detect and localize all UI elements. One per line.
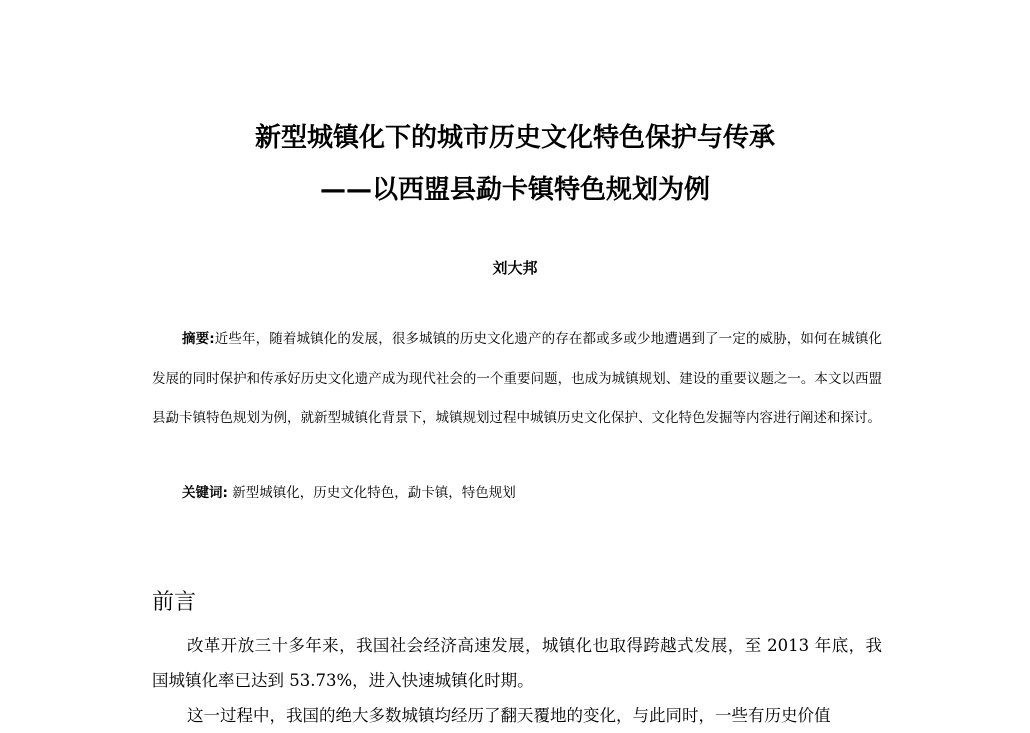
keywords-label: 关键词: [182, 485, 228, 501]
keywords-text: 新型城镇化，历史文化特色，勐卡镇，特色规划 [232, 485, 516, 501]
abstract-label: 摘要: [182, 331, 215, 347]
paper-title: 新型城镇化下的城市历史文化特色保护与传承 [254, 123, 775, 153]
abstract-text: 近些年，随着城镇化的发展，很多城镇的历史文化遗产的存在都或多或少地遭遇到了一定的威胁，如何在城镇化发展的同时保护和传承好历史文化遗产成为现代社会的一个重要问题，也成为城镇规划、建设的重要议题之一。本文以西盟县勐卡镇特色规划为例，就新型城镇化背景下，城镇规划过程中城镇历史文化保护、文化特色发掘等内容进行阐述和探讨。 [152, 331, 882, 426]
abstract [152, 320, 882, 439]
keywords [182, 481, 882, 505]
section-body [152, 628, 882, 733]
body-paragraph: 这一过程中，我国的绝大多数城镇均经历了翻天覆地的变化，与此同时，一些有历史价值 [187, 706, 831, 725]
section-heading: 前言 [152, 590, 197, 615]
author-name: 刘大邦 [492, 259, 538, 277]
paper-subtitle: ——以西盟县勐卡镇特色规划为例 [319, 175, 710, 205]
body-paragraph: 改革开放三十多年来，我国社会经济高速发展，城镇化也取得跨越式发展，至 2013 年底，我国城镇化率已达到 53.73%，进入快速城镇化时期。 [152, 636, 882, 690]
